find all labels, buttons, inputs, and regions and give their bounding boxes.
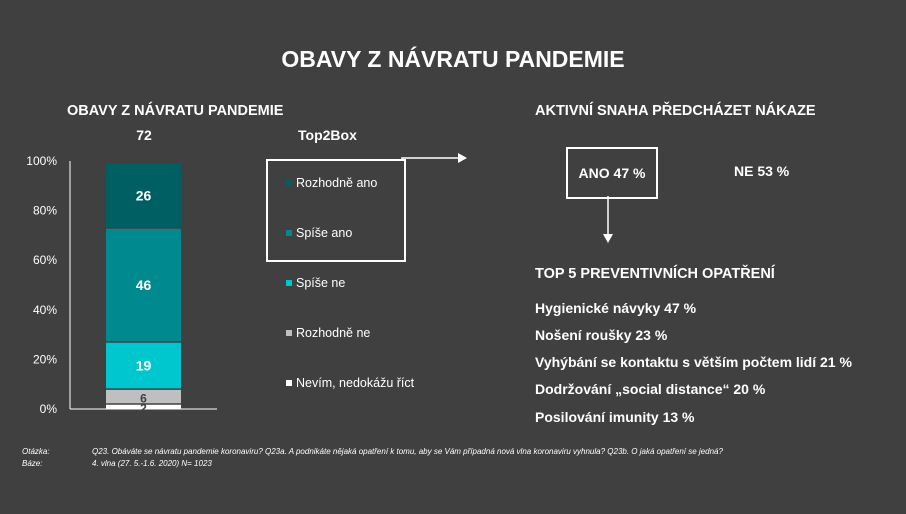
legend-label: Rozhodně ano [296,176,378,190]
measure-item: Vyhýbání se kontaktu s větším počtem lidí 21 % [535,354,852,370]
bar-data-label: 2 [140,401,147,416]
top2box-frame [266,159,406,262]
bar-data-label: 6 [140,391,147,406]
page-title: OBAVY Z NÁVRATU PANDEMIE [281,46,625,72]
legend-item [286,376,414,390]
y-tick-label: 60% [32,253,57,268]
bar-data-label: 26 [135,187,152,204]
legend-swatch [286,330,292,336]
ano-box [566,147,658,199]
legend-label: Rozhodně ne [296,326,371,340]
question-label: Otázka: [22,447,50,456]
legend-swatch [286,380,292,386]
base-text: 4. vlna (27. 5.-1.6. 2020) N= 1023 [92,459,212,468]
y-tick-label: 40% [32,302,57,317]
top5-title: TOP 5 PREVENTIVNÍCH OPATŘENÍ [535,266,775,282]
prevention-title: AKTIVNÍ SNAHA PŘEDCHÁZET NÁKAZE [535,103,816,119]
y-tick-label: 0% [39,402,57,416]
legend-label: Spíše ano [296,226,353,240]
legend-label: Spíše ne [296,276,346,290]
arrow-right-icon [400,150,470,170]
legend-label: Nevím, nedokážu říct [296,376,415,390]
top2box-label: Top2Box [298,127,357,143]
ano-label: ANO 47 % [578,165,646,181]
base-label: Báze: [22,459,43,468]
footer-notes [22,446,723,470]
measure-item: Posilování imunity 13 % [535,409,695,425]
top2box-value: 72 [136,127,152,143]
question-text: Q23. Obáváte se návratu pandemie koronaviru? Q23a. A podnikáte nějaká opatření k tomu, aby se Vám případná nová vlna koronaviru vyhnula? Q23b. O jaká opatření se jedná? [92,447,723,456]
y-tick-label: 100% [26,154,57,168]
y-tick-label: 20% [32,352,57,367]
arrow-down-icon [600,196,620,246]
bar-data-label: 46 [135,277,152,293]
measure-item: Dodržování „social distance“ 20 % [535,381,766,397]
measure-item: Hygienické návyky 47 % [535,300,697,316]
y-tick-label: 80% [32,203,57,218]
legend-swatch [286,280,292,286]
legend-item [286,276,345,290]
measure-item: Nošení roušky 23 % [535,327,668,343]
legend-item [286,326,370,340]
chart-title: OBAVY Z NÁVRATU PANDEMIE [67,103,284,119]
bar-data-label: 19 [135,357,152,374]
ne-label: NE 53 % [734,163,790,179]
